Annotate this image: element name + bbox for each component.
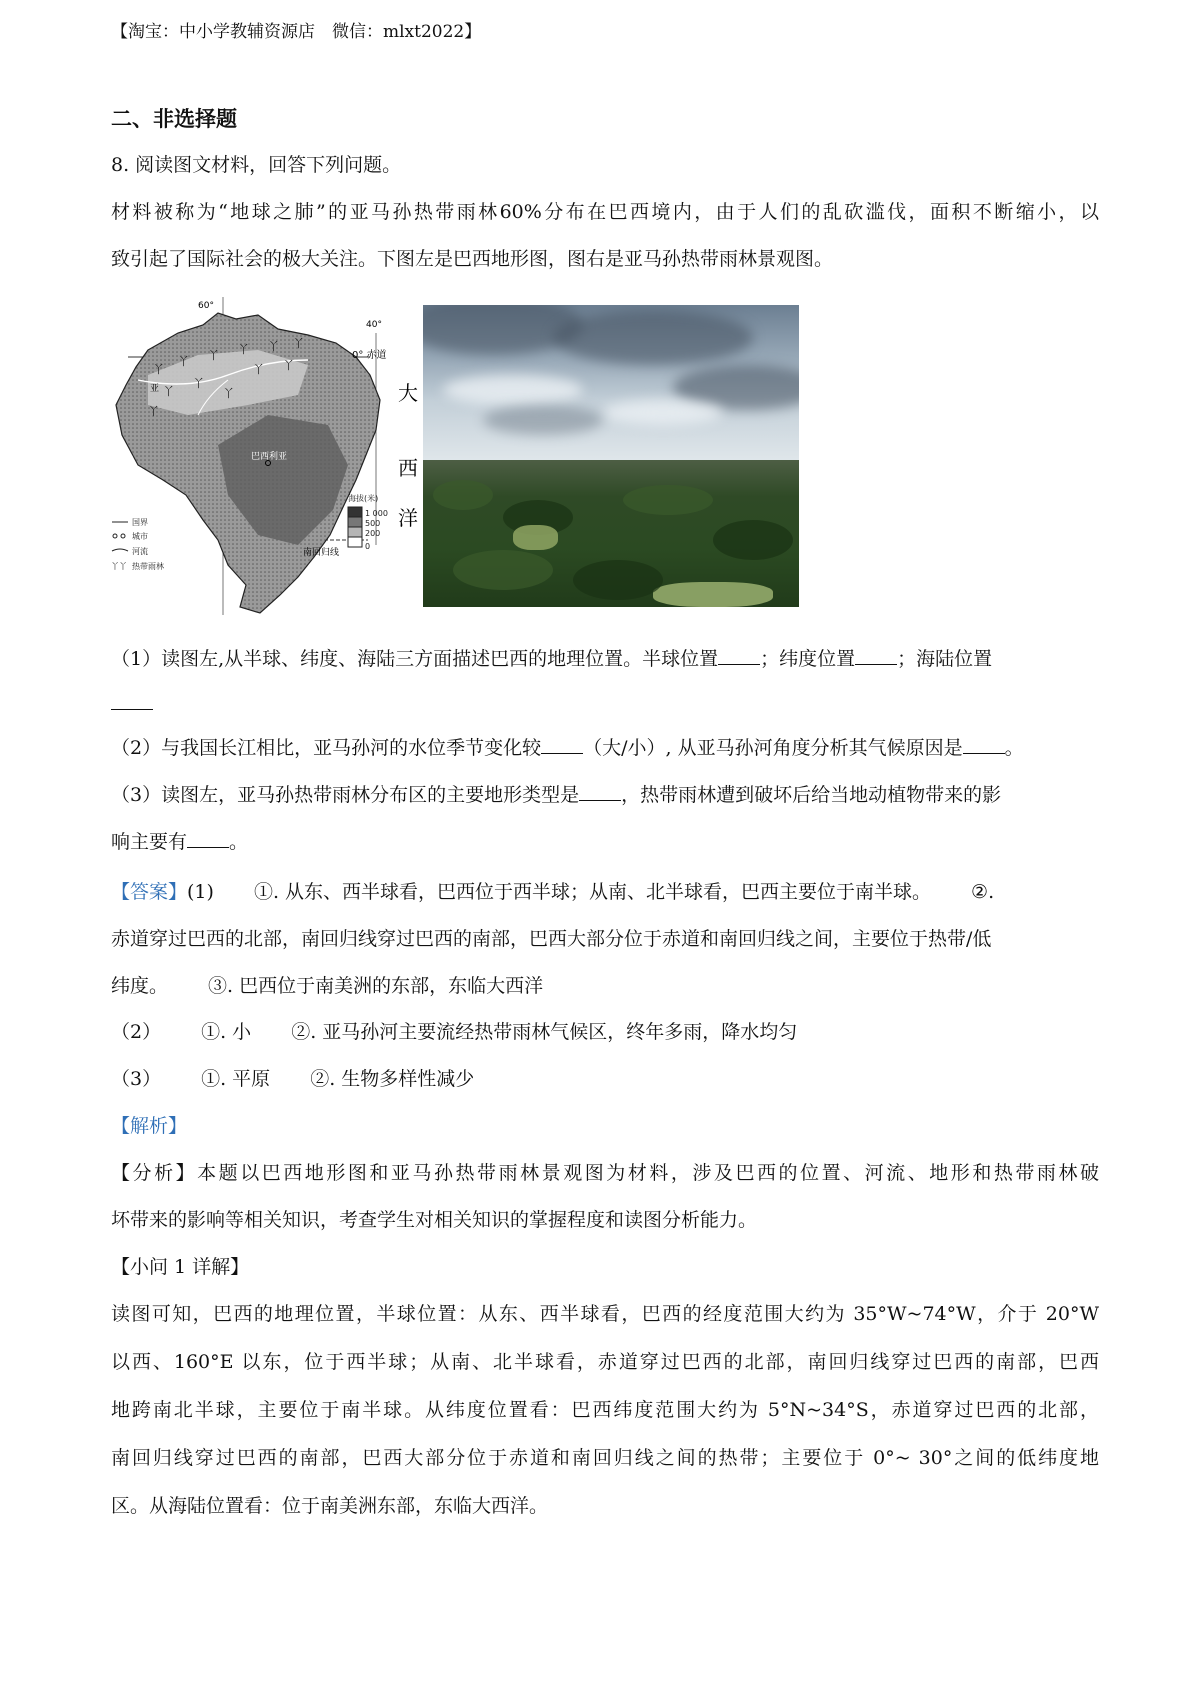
detail-line-2: 以西、160°E 以东，位于西半球；从南、北半球看，赤道穿过巴西的北部，南回归线穿过巴西的南部，巴西 [111, 1351, 1099, 1373]
legend-city: 城市 [132, 532, 148, 541]
svg-text:丫: 丫 [178, 355, 189, 368]
q3-blank-1[interactable] [579, 784, 621, 801]
material-line-2: 致引起了国际社会的极大关注。下图左是巴西地形图，图右是亚马孙热带雨林景观图。 [111, 248, 834, 270]
legend-border: 国界 [132, 518, 148, 527]
elev-tick-500: 500 [365, 519, 381, 528]
answer-1-part-2-marker: ②. [971, 881, 995, 903]
lon-40-label: 40° [366, 320, 382, 330]
q2-line [111, 736, 1024, 760]
answer-2-part-2: ②. 亚马孙河主要流经热带雨林气候区，终年多雨，降水均匀 [291, 1021, 798, 1043]
answer-3-number: （3） [111, 1068, 162, 1090]
ocean-label-2: 西 [398, 456, 418, 480]
page-header: 【淘宝：中小学教辅资源店 微信：mlxt2022】 [111, 22, 482, 42]
answer-line-2: 赤道穿过巴西的北部，南回归线穿过巴西的南部，巴西大部分位于赤道和南回归线之间，主要位于热带/低 [111, 928, 992, 950]
q3-text-d: 。 [229, 831, 249, 853]
q3-text-b: ，热带雨林遭到破坏后给当地动植物带来的影 [621, 784, 1002, 806]
q3-line [111, 783, 1001, 807]
q3-text-a: （3）读图左，亚马孙热带雨林分布区的主要地形类型是 [111, 784, 580, 806]
q2-text-b: （大/小）, 从亚马孙河角度分析其气候原因是 [583, 737, 963, 759]
svg-text:丫丫: 丫丫 [111, 562, 127, 571]
svg-text:丫: 丫 [193, 377, 204, 390]
q1-sep2: ；海陆位置 [897, 648, 993, 670]
svg-text:丫: 丫 [268, 340, 279, 353]
answer-1-number: (1) [187, 881, 214, 903]
elev-tick-1000: 1 000 [365, 509, 388, 518]
elev-tick-0: 0 [365, 542, 371, 551]
q2-text-a: （2）与我国长江相比，亚马孙河的水位季节变化较 [111, 737, 542, 759]
answer-label: 【答案】 [111, 881, 188, 903]
q2-blank-1[interactable] [541, 737, 583, 754]
answer-1-part-3: ③. 巴西位于南美洲的东部，东临大西洋 [208, 975, 544, 997]
svg-text:丫: 丫 [293, 337, 304, 350]
svg-text:丫: 丫 [238, 343, 249, 356]
detail-line-1: 读图可知，巴西的地理位置，半球位置：从东、西半球看，巴西的经度范围大约为 35°W~74°W，介于 20°W [111, 1303, 1099, 1325]
capital-label: 巴西利亚 [251, 452, 288, 462]
analysis-line-2: 坏带来的影响等相关知识，考查学生对相关知识的掌握程度和读图分析能力。 [111, 1209, 758, 1231]
ocean-label-1: 大 [398, 381, 418, 405]
answer-1-line3-a: 纬度。 [111, 975, 169, 997]
answer-1-part-1: ①. 从东、西半球看，巴西位于西半球；从南、北半球看，巴西主要位于南半球。 [253, 881, 932, 903]
answer-line-3 [111, 974, 543, 998]
q1-line [111, 647, 992, 671]
detail-line-3: 地跨南北半球，主要位于南半球。从纬度位置看：巴西纬度范围大约为 5°N~34°S，赤道穿过巴西的北部， [111, 1399, 1099, 1421]
svg-text:丫: 丫 [223, 387, 234, 400]
svg-text:丫: 丫 [163, 385, 174, 398]
q1-sep1: ；纬度位置 [760, 648, 856, 670]
q2-text-c: 。 [1004, 737, 1024, 759]
sub-question-1-title: 【小问 1 详解】 [111, 1256, 250, 1278]
svg-text:丫: 丫 [153, 363, 164, 376]
material-line-1: 材料被称为“地球之肺”的亚马孙热带雨林60%分布在巴西境内，由于人们的乱砍滥伐，面积不断缩小，以 [111, 201, 1099, 223]
section-title: 二、非选择题 [111, 107, 237, 131]
legend-rainforest: 热带雨林 [132, 562, 164, 571]
forest-canopy [423, 460, 799, 607]
answer-3-part-1: ①. 平原 [201, 1068, 271, 1090]
q3-line-2 [111, 830, 248, 854]
legend-river: 河流 [132, 547, 148, 556]
q2-blank-2[interactable] [963, 737, 1005, 754]
q3-blank-2[interactable] [187, 831, 229, 848]
lon-60-label: 60° [198, 301, 214, 311]
answer-2-part-1: ①. 小 [201, 1021, 252, 1043]
svg-text:丫: 丫 [253, 363, 264, 376]
svg-text:丫: 丫 [208, 349, 219, 362]
elevation-title: 海拔(米) [348, 494, 379, 503]
q1-blank-land-sea[interactable] [111, 693, 153, 710]
question-intro: 8. 阅读图文材料，回答下列问题。 [111, 154, 402, 176]
q1-line-2 [111, 692, 153, 716]
ocean-label-3: 洋 [398, 506, 418, 530]
region-label: 亚 [150, 384, 160, 394]
answer-3-part-2: ②. 生物多样性减少 [310, 1068, 475, 1090]
q1-blank-hemisphere[interactable] [718, 648, 760, 665]
q3-text-c: 响主要有 [111, 831, 188, 853]
brazil-topographic-map [108, 295, 424, 615]
detail-line-5: 区。从海陆位置看：位于南美洲东部，东临大西洋。 [111, 1495, 549, 1517]
q1-text: （1）读图左,从半球、纬度、海陆三方面描述巴西的地理位置。半球位置 [111, 648, 719, 670]
sky-area [423, 305, 799, 460]
rainforest-landscape-photo [423, 305, 799, 607]
elevation-legend [348, 493, 388, 551]
answer-2-number: （2） [111, 1021, 162, 1043]
answer-line-5 [111, 1067, 474, 1091]
analysis-line-1: 【分析】本题以巴西地形图和亚马孙热带雨林景观图为材料，涉及巴西的位置、河流、地形和热带雨林破 [111, 1162, 1099, 1184]
elev-tick-200: 200 [365, 529, 381, 538]
svg-text:丫: 丫 [148, 405, 159, 418]
equator-label: 0° 赤道 [352, 350, 387, 361]
svg-text:丫: 丫 [283, 359, 294, 372]
analysis-label: 【解析】 [111, 1115, 188, 1137]
detail-line-4: 南回归线穿过巴西的南部，巴西大部分位于赤道和南回归线之间的热带；主要位于 0°~ 30°之间的低纬度地 [111, 1447, 1099, 1469]
q1-blank-latitude[interactable] [855, 648, 897, 665]
tropic-label: 南回归线 [303, 548, 340, 558]
answer-line-4 [111, 1020, 797, 1044]
answer-line-1 [111, 880, 994, 904]
map-legend [111, 518, 164, 571]
